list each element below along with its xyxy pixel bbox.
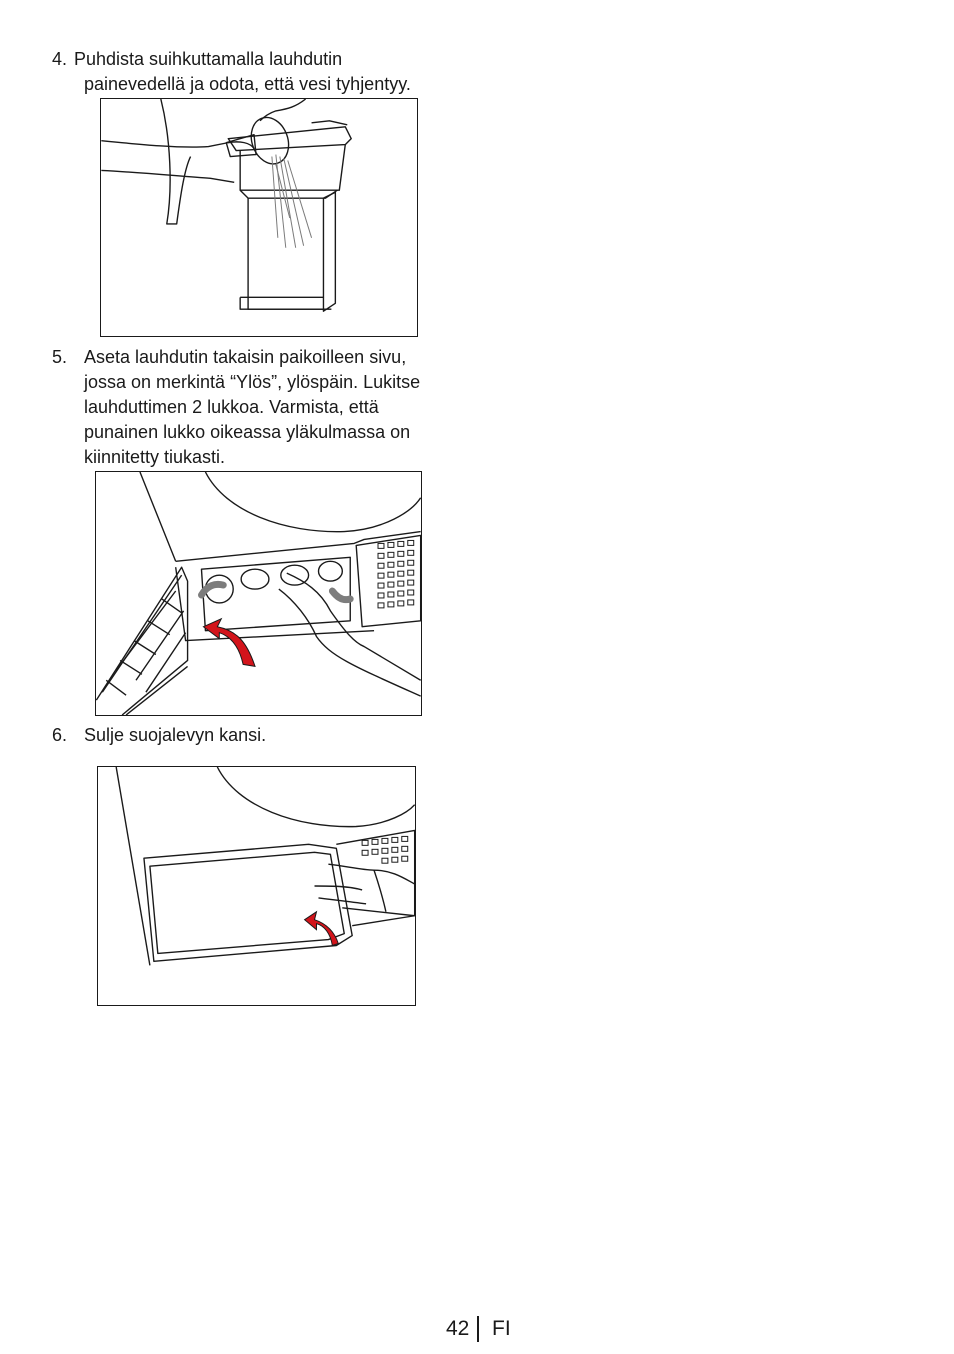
page-number: 42 — [446, 1317, 470, 1340]
step-5-number: 5. — [52, 347, 68, 367]
step-5-line-3: lauhduttimen 2 lukkoa. Varmista, että — [84, 397, 379, 417]
insert-condenser-illustration — [96, 472, 421, 715]
rinse-condenser-illustration — [101, 99, 417, 336]
step-6 — [52, 723, 472, 748]
step-5-line-4: punainen lukko oikeassa yläkulmassa on — [84, 422, 411, 442]
figure-rinse-condenser — [100, 98, 418, 337]
step-6-number: 6. — [52, 725, 68, 745]
language-code: FI — [492, 1317, 511, 1340]
step-4-line-2: painevedellä ja odota, että vesi tyhjentyy. — [84, 74, 411, 94]
step-5 — [52, 345, 472, 470]
step-5-line-5: kiinnitetty tiukasti. — [84, 447, 226, 467]
figure-close-cover — [97, 766, 416, 1006]
step-4-line-1: Puhdista suihkuttamalla lauhdutin — [74, 49, 343, 69]
step-5-line-1: Aseta lauhdutin takaisin paikoilleen sivu, — [84, 347, 407, 367]
step-4 — [52, 47, 472, 97]
figure-insert-condenser — [95, 471, 422, 716]
step-4-number: 4. — [52, 49, 68, 69]
close-cover-illustration — [98, 767, 415, 1005]
footer-divider — [477, 1316, 479, 1342]
step-6-line-1: Sulje suojalevyn kansi. — [84, 725, 267, 745]
step-5-line-2: jossa on merkintä “Ylös”, ylöspäin. Lukitse — [84, 372, 421, 392]
